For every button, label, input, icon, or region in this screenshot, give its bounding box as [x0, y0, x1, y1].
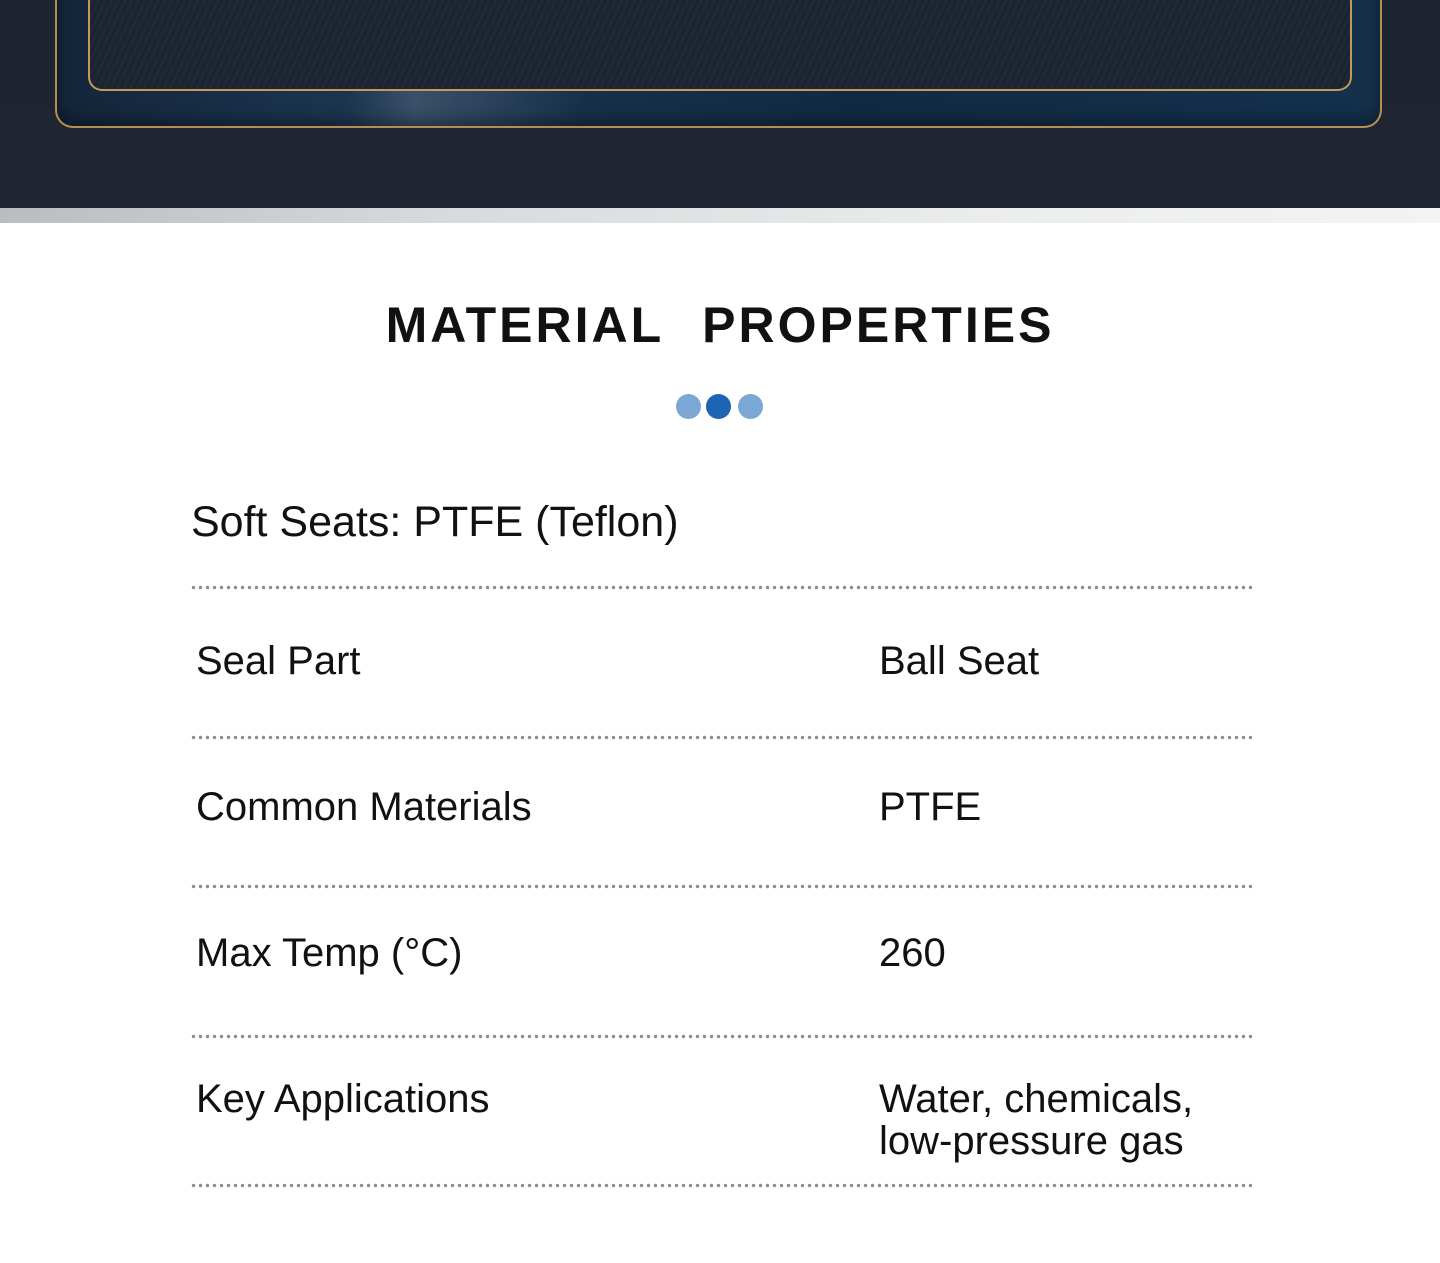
property-value-common-materials: PTFE [879, 785, 982, 829]
dotted-divider [190, 884, 1252, 889]
material-subheading: Soft Seats: PTFE (Teflon) [191, 498, 679, 546]
banner-bottom-strip [0, 208, 1440, 223]
property-value-seal-part: Ball Seat [879, 639, 1040, 683]
dot-icon [676, 394, 701, 419]
dotted-divider [190, 735, 1252, 740]
property-label-seal-part: Seal Part [196, 639, 361, 683]
property-label-common-materials: Common Materials [196, 785, 532, 829]
dotted-divider [190, 1034, 1252, 1039]
banner-frame-inner [88, 0, 1352, 91]
header-banner [0, 0, 1440, 208]
dotted-divider [190, 1183, 1252, 1188]
property-value-key-applications: Water, chemicals, low-pressure gas [879, 1077, 1194, 1163]
dotted-divider [190, 585, 1252, 590]
property-label-key-applications: Key Applications [196, 1077, 490, 1121]
dot-icon [706, 394, 731, 419]
section-title: MATERIAL PROPERTIES [385, 297, 1055, 353]
property-value-max-temp: 260 [879, 931, 946, 975]
property-label-max-temp: Max Temp (°C) [196, 931, 463, 975]
decorative-dots [676, 394, 766, 420]
dot-icon [738, 394, 763, 419]
